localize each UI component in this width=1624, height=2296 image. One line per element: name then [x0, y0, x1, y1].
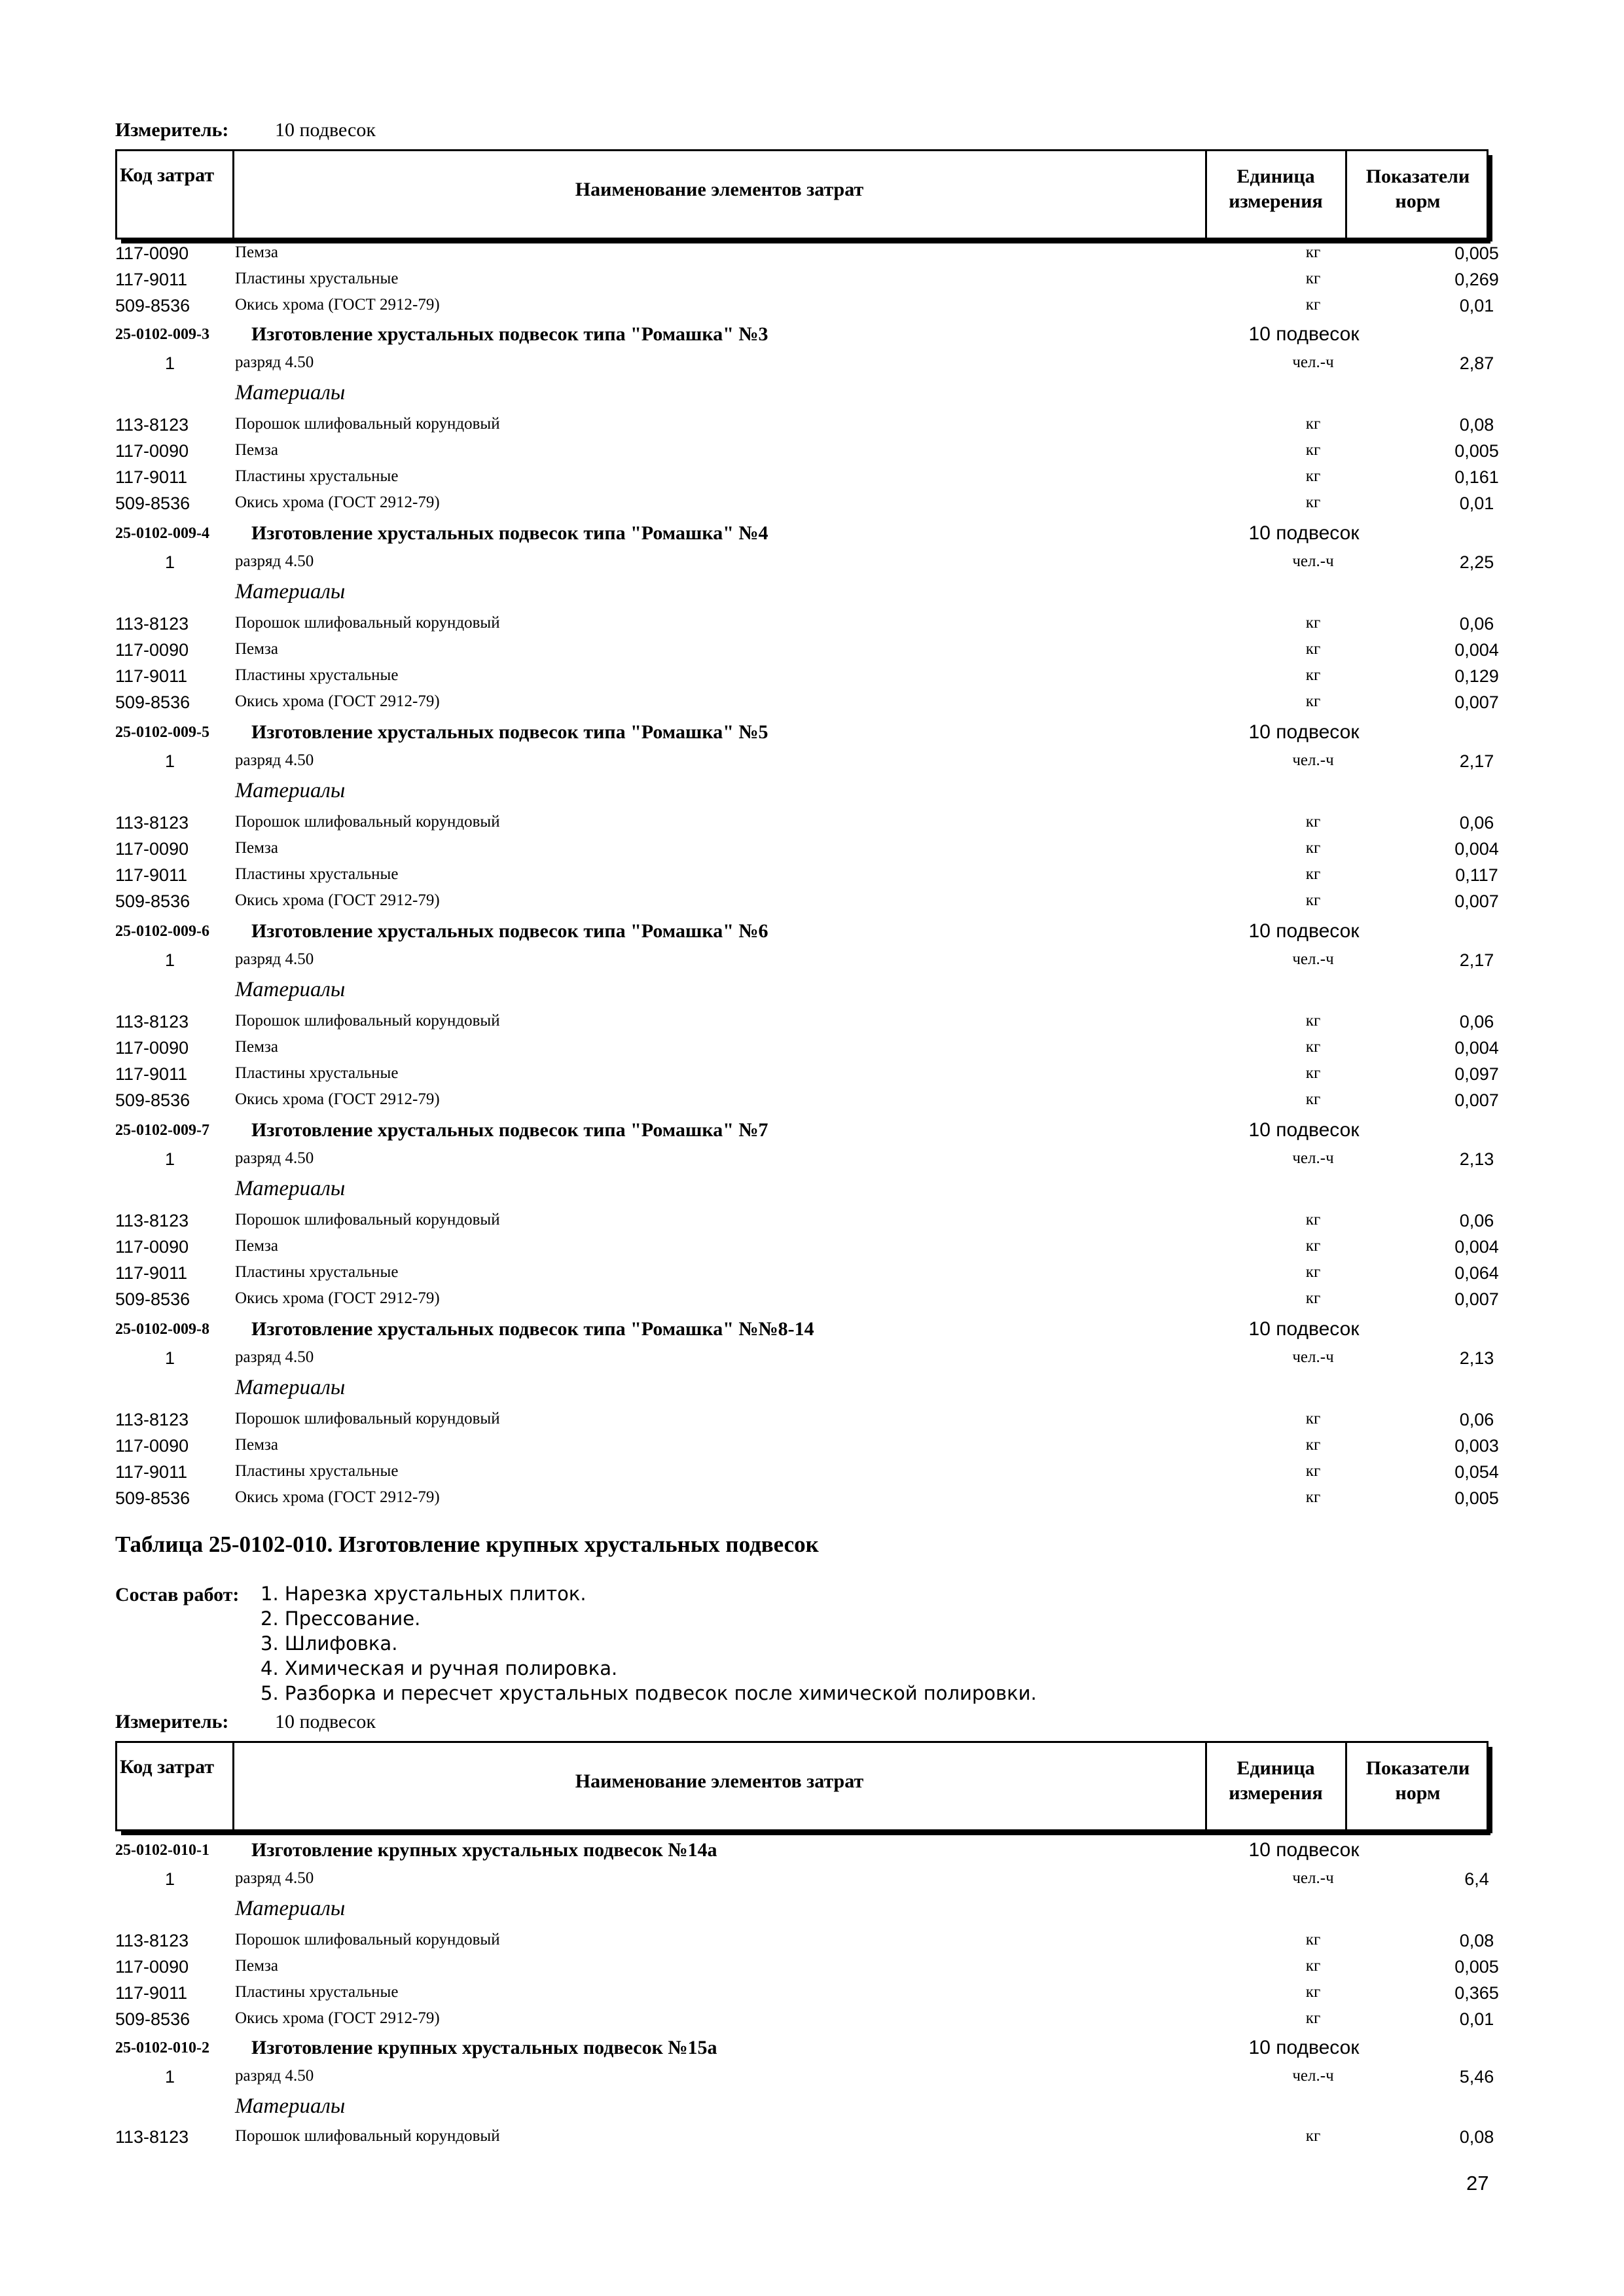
labor-name: разряд 4.50	[235, 751, 314, 769]
section-unit: 10 подвесок	[1248, 721, 1360, 743]
table-row	[115, 270, 1503, 296]
section-header	[115, 1119, 1503, 1145]
table-row	[115, 1436, 1503, 1462]
row-value: 0,054	[1454, 1462, 1499, 1482]
row-code: 509-8536	[115, 1289, 190, 1309]
measure-label: Измеритель:	[115, 1711, 229, 1732]
row-name: Пемза	[235, 640, 278, 658]
row-code: 117-9011	[115, 865, 188, 885]
table-row	[115, 692, 1503, 719]
row-value: 0,005	[1454, 243, 1499, 263]
labor-unit: чел.-ч	[1292, 2067, 1334, 2085]
table-row	[115, 467, 1503, 493]
materials-label: Материалы	[235, 1177, 346, 1200]
row-code: 113-8123	[115, 1211, 189, 1230]
row-code: 117-0090	[115, 839, 189, 859]
row-name: Пемза	[235, 1957, 278, 1975]
table-row	[115, 1263, 1503, 1289]
row-unit: кг	[1305, 1012, 1321, 1030]
row-name: Порошок шлифовальный корундовый	[235, 415, 500, 433]
row-unit: кг	[1305, 1211, 1321, 1229]
row-unit: кг	[1305, 1931, 1321, 1948]
row-name: Пластины хрустальные	[235, 270, 399, 287]
table-row	[115, 296, 1503, 322]
labor-row	[115, 751, 1503, 778]
row-value: 0,01	[1459, 493, 1494, 513]
section-title: Изготовление крупных хрустальных подвесок №14а	[251, 1839, 717, 1861]
header-code: Код затрат	[120, 164, 215, 186]
materials-heading	[115, 1897, 1503, 1923]
row-code: 113-8123	[115, 1931, 189, 1950]
materials-label: Материалы	[235, 1897, 346, 1920]
row-value: 0,01	[1459, 296, 1494, 315]
materials-heading	[115, 1177, 1503, 1203]
row-unit: кг	[1305, 839, 1321, 857]
row-name: Окись хрома (ГОСТ 2912-79)	[235, 493, 440, 511]
section-code: 25-0102-010-1	[115, 1842, 209, 1859]
header-unit-2: измерения	[1229, 1782, 1323, 1804]
labor-value: 2,13	[1459, 1348, 1494, 1368]
row-code: 117-9011	[115, 467, 188, 487]
row-value: 0,004	[1454, 640, 1499, 660]
header-name: Наименование элементов затрат	[575, 1770, 864, 1792]
labor-unit: чел.-ч	[1292, 1348, 1334, 1366]
table-row	[115, 493, 1503, 520]
row-value: 0,004	[1454, 1038, 1499, 1058]
row-code: 509-8536	[115, 1488, 190, 1508]
labor-unit: чел.-ч	[1292, 751, 1334, 769]
section-header	[115, 920, 1503, 946]
labor-unit: чел.-ч	[1292, 1869, 1334, 1887]
row-name: Окись хрома (ГОСТ 2912-79)	[235, 891, 440, 909]
section-unit: 10 подвесок	[1248, 1839, 1360, 1861]
row-unit: кг	[1305, 441, 1321, 459]
section-header	[115, 323, 1503, 350]
section-unit: 10 подвесок	[1248, 1119, 1360, 1141]
row-code: 117-9011	[115, 1263, 188, 1283]
section-title: Изготовление хрустальных подвесок типа "Ромашка" №3	[251, 323, 768, 345]
section-header	[115, 2037, 1503, 2063]
row-unit: кг	[1305, 1090, 1321, 1108]
row-value: 0,08	[1459, 415, 1494, 435]
labor-num: 1	[165, 1149, 175, 1169]
table-row	[115, 243, 1503, 270]
table-row	[115, 666, 1503, 692]
row-name: Пемза	[235, 1237, 278, 1255]
row-unit: кг	[1305, 493, 1321, 511]
row-code: 117-0090	[115, 1957, 189, 1977]
section-header	[115, 1318, 1503, 1344]
row-value: 0,005	[1454, 1957, 1499, 1977]
table-row	[115, 441, 1503, 467]
row-code: 117-0090	[115, 1038, 189, 1058]
header-name: Наименование элементов затрат	[575, 179, 864, 200]
labor-row	[115, 2067, 1503, 2093]
section-title: Изготовление хрустальных подвесок типа "Ромашка" №№8-14	[251, 1318, 814, 1340]
labor-row	[115, 1149, 1503, 1175]
row-name: Пемза	[235, 1038, 278, 1056]
labor-num: 1	[165, 353, 175, 373]
row-name: Окись хрома (ГОСТ 2912-79)	[235, 1488, 440, 1506]
labor-name: разряд 4.50	[235, 2067, 314, 2085]
materials-heading	[115, 2094, 1503, 2121]
row-code: 117-0090	[115, 1436, 189, 1456]
row-code: 509-8536	[115, 296, 190, 315]
row-code: 113-8123	[115, 614, 189, 634]
row-unit: кг	[1305, 415, 1321, 433]
page-number: 27	[1466, 2172, 1489, 2195]
section-code: 25-0102-009-6	[115, 923, 209, 940]
row-value: 0,129	[1454, 666, 1499, 686]
materials-label: Материалы	[235, 580, 346, 603]
row-value: 0,007	[1454, 891, 1499, 911]
section-title: Изготовление крупных хрустальных подвесок №15а	[251, 2037, 717, 2058]
materials-label: Материалы	[235, 1376, 346, 1399]
labor-name: разряд 4.50	[235, 552, 314, 570]
row-code: 117-9011	[115, 270, 188, 289]
row-code: 117-9011	[115, 1462, 188, 1482]
labor-value: 2,17	[1459, 950, 1494, 970]
table-row	[115, 1038, 1503, 1064]
table-row	[115, 1090, 1503, 1117]
table-row	[115, 865, 1503, 891]
row-code: 117-0090	[115, 1237, 189, 1257]
table-row	[115, 1462, 1503, 1488]
row-name: Пемза	[235, 839, 278, 857]
row-unit: кг	[1305, 865, 1321, 883]
materials-label: Материалы	[235, 779, 346, 802]
header-code: Код затрат	[120, 1756, 215, 1778]
header-norm-1: Показатели	[1365, 1757, 1470, 1779]
row-name: Пластины хрустальные	[235, 666, 399, 684]
row-unit: кг	[1305, 1436, 1321, 1454]
row-value: 0,003	[1454, 1436, 1499, 1456]
row-unit: кг	[1305, 1462, 1321, 1480]
materials-heading	[115, 779, 1503, 805]
row-name: Пемза	[235, 1436, 278, 1454]
table-title: Таблица 25-0102-010. Изготовление крупных хрустальных подвесок	[115, 1532, 819, 1557]
labor-num: 1	[165, 2067, 175, 2087]
row-value: 0,161	[1454, 467, 1499, 487]
row-value: 0,097	[1454, 1064, 1499, 1084]
row-value: 0,007	[1454, 1090, 1499, 1110]
row-name: Пластины хрустальные	[235, 1983, 399, 2001]
table-row	[115, 1289, 1503, 1316]
sostav-label: Состав работ:	[115, 1584, 240, 1605]
section-header	[115, 522, 1503, 548]
row-code: 113-8123	[115, 1410, 189, 1429]
row-value: 0,005	[1454, 441, 1499, 461]
row-code: 113-8123	[115, 2127, 189, 2147]
labor-num: 1	[165, 552, 175, 572]
table-row	[115, 813, 1503, 839]
row-code: 113-8123	[115, 415, 189, 435]
row-name: Порошок шлифовальный корундовый	[235, 813, 500, 831]
row-value: 0,01	[1459, 2009, 1494, 2029]
labor-name: разряд 4.50	[235, 1869, 314, 1887]
table-row	[115, 2127, 1503, 2153]
section-header	[115, 1839, 1503, 1865]
table-row	[115, 1957, 1503, 1983]
labor-value: 2,25	[1459, 552, 1494, 572]
section-code: 25-0102-009-3	[115, 326, 209, 343]
table-row	[115, 1410, 1503, 1436]
row-value: 0,269	[1454, 270, 1499, 289]
section-unit: 10 подвесок	[1248, 1318, 1360, 1340]
table-row	[115, 640, 1503, 666]
sostav-item: 5. Разборка и пересчет хрустальных подвесок после химической полировки.	[261, 1682, 1037, 1704]
section-code: 25-0102-010-2	[115, 2039, 209, 2056]
row-unit: кг	[1305, 1038, 1321, 1056]
sostav-item: 2. Прессование.	[261, 1607, 421, 1630]
row-unit: кг	[1305, 270, 1321, 287]
row-name: Порошок шлифовальный корундовый	[235, 1410, 500, 1427]
row-name: Порошок шлифовальный корундовый	[235, 614, 500, 632]
labor-num: 1	[165, 1869, 175, 1889]
labor-unit: чел.-ч	[1292, 353, 1334, 371]
row-name: Окись хрома (ГОСТ 2912-79)	[235, 692, 440, 710]
row-value: 0,06	[1459, 1012, 1494, 1031]
section-unit: 10 подвесок	[1248, 920, 1360, 942]
header-norm-2: норм	[1395, 190, 1441, 212]
row-value: 0,064	[1454, 1263, 1499, 1283]
table-row	[115, 891, 1503, 918]
row-value: 0,06	[1459, 1211, 1494, 1230]
sostav-item: 4. Химическая и ручная полировка.	[261, 1657, 618, 1679]
row-name: Порошок шлифовальный корундовый	[235, 2127, 500, 2145]
section-title: Изготовление хрустальных подвесок типа "Ромашка" №7	[251, 1119, 768, 1141]
materials-heading	[115, 1376, 1503, 1402]
labor-unit: чел.-ч	[1292, 1149, 1334, 1167]
table-header-2	[115, 1741, 1489, 1831]
row-code: 117-0090	[115, 441, 189, 461]
row-code: 509-8536	[115, 1090, 190, 1110]
row-code: 117-0090	[115, 640, 189, 660]
labor-row	[115, 1348, 1503, 1374]
table-row	[115, 1237, 1503, 1263]
table-row	[115, 614, 1503, 640]
labor-row	[115, 1869, 1503, 1895]
labor-num: 1	[165, 751, 175, 771]
measure-value: 10 подвесок	[275, 119, 376, 141]
table-row	[115, 1983, 1503, 2009]
header-unit-1: Единица	[1236, 166, 1315, 187]
row-code: 509-8536	[115, 891, 190, 911]
row-value: 0,004	[1454, 839, 1499, 859]
row-name: Окись хрома (ГОСТ 2912-79)	[235, 296, 440, 314]
section-code: 25-0102-009-7	[115, 1122, 209, 1139]
table-row	[115, 1012, 1503, 1038]
row-unit: кг	[1305, 1957, 1321, 1975]
table-row	[115, 1488, 1503, 1515]
row-unit: кг	[1305, 666, 1321, 684]
row-name: Пластины хрустальные	[235, 1064, 399, 1082]
row-unit: кг	[1305, 1237, 1321, 1255]
materials-label: Материалы	[235, 978, 346, 1001]
header-unit-1: Единица	[1236, 1757, 1315, 1779]
materials-heading	[115, 381, 1503, 407]
labor-unit: чел.-ч	[1292, 950, 1334, 968]
labor-num: 1	[165, 1348, 175, 1368]
row-unit: кг	[1305, 1064, 1321, 1082]
labor-row	[115, 950, 1503, 977]
row-unit: кг	[1305, 1289, 1321, 1307]
row-unit: кг	[1305, 614, 1321, 632]
row-name: Пластины хрустальные	[235, 467, 399, 485]
row-code: 117-0090	[115, 243, 189, 263]
materials-heading	[115, 580, 1503, 606]
row-name: Окись хрома (ГОСТ 2912-79)	[235, 1289, 440, 1307]
row-unit: кг	[1305, 243, 1321, 261]
labor-unit: чел.-ч	[1292, 552, 1334, 570]
row-name: Пемза	[235, 441, 278, 459]
row-code: 509-8536	[115, 692, 190, 712]
row-value: 0,06	[1459, 813, 1494, 833]
row-value: 0,06	[1459, 1410, 1494, 1429]
row-code: 113-8123	[115, 1012, 189, 1031]
row-unit: кг	[1305, 2009, 1321, 2027]
table-row	[115, 1931, 1503, 1957]
table-header	[115, 149, 1489, 240]
row-code: 117-9011	[115, 1983, 188, 2003]
table-row	[115, 1211, 1503, 1237]
row-code: 509-8536	[115, 2009, 190, 2029]
row-name: Окись хрома (ГОСТ 2912-79)	[235, 2009, 440, 2027]
row-value: 0,005	[1454, 1488, 1499, 1508]
header-unit-2: измерения	[1229, 190, 1323, 212]
row-unit: кг	[1305, 891, 1321, 909]
labor-row	[115, 552, 1503, 579]
row-name: Окись хрома (ГОСТ 2912-79)	[235, 1090, 440, 1108]
sostav-item: 1. Нарезка хрустальных плиток.	[261, 1583, 586, 1605]
row-value: 0,004	[1454, 1237, 1499, 1257]
row-value: 0,007	[1454, 692, 1499, 712]
row-code: 117-9011	[115, 1064, 188, 1084]
row-name: Порошок шлифовальный корундовый	[235, 1211, 500, 1229]
section-unit: 10 подвесок	[1248, 2037, 1360, 2058]
row-value: 0,08	[1459, 2127, 1494, 2147]
labor-name: разряд 4.50	[235, 1348, 314, 1366]
row-unit: кг	[1305, 640, 1321, 658]
row-name: Пластины хрустальные	[235, 1263, 399, 1281]
row-unit: кг	[1305, 1983, 1321, 2001]
section-title: Изготовление хрустальных подвесок типа "Ромашка" №4	[251, 522, 768, 544]
row-unit: кг	[1305, 2127, 1321, 2145]
measure-value: 10 подвесок	[275, 1711, 376, 1732]
section-code: 25-0102-009-8	[115, 1321, 209, 1338]
table-row	[115, 2009, 1503, 2036]
labor-name: разряд 4.50	[235, 950, 314, 968]
row-unit: кг	[1305, 1410, 1321, 1427]
row-value: 0,08	[1459, 1931, 1494, 1950]
row-value: 0,007	[1454, 1289, 1499, 1309]
row-unit: кг	[1305, 467, 1321, 485]
row-unit: кг	[1305, 1263, 1321, 1281]
measure-label: Измеритель:	[115, 119, 229, 141]
sostav-item: 3. Шлифовка.	[261, 1632, 398, 1655]
row-code: 113-8123	[115, 813, 189, 833]
row-unit: кг	[1305, 1488, 1321, 1506]
header-norm-2: норм	[1395, 1782, 1441, 1804]
labor-num: 1	[165, 950, 175, 970]
row-unit: кг	[1305, 813, 1321, 831]
labor-name: разряд 4.50	[235, 353, 314, 371]
labor-value: 2,13	[1459, 1149, 1494, 1169]
table-row	[115, 1064, 1503, 1090]
labor-value: 6,4	[1464, 1869, 1489, 1889]
row-unit: кг	[1305, 296, 1321, 314]
row-value: 0,117	[1455, 865, 1498, 885]
row-code: 509-8536	[115, 493, 190, 513]
row-value: 0,365	[1454, 1983, 1499, 2003]
row-name: Порошок шлифовальный корундовый	[235, 1012, 500, 1030]
row-code: 117-9011	[115, 666, 188, 686]
labor-value: 2,17	[1459, 751, 1494, 771]
row-name: Пластины хрустальные	[235, 865, 399, 883]
section-title: Изготовление хрустальных подвесок типа "Ромашка" №6	[251, 920, 768, 942]
section-header	[115, 721, 1503, 747]
labor-row	[115, 353, 1503, 380]
row-name: Пемза	[235, 243, 278, 261]
row-name: Порошок шлифовальный корундовый	[235, 1931, 500, 1948]
materials-heading	[115, 978, 1503, 1004]
materials-label: Материалы	[235, 2094, 346, 2118]
labor-name: разряд 4.50	[235, 1149, 314, 1167]
table-row	[115, 839, 1503, 865]
table-row	[115, 415, 1503, 441]
labor-value: 2,87	[1459, 353, 1494, 373]
section-unit: 10 подвесок	[1248, 323, 1360, 345]
section-code: 25-0102-009-4	[115, 525, 209, 542]
header-norm-1: Показатели	[1365, 166, 1470, 187]
section-unit: 10 подвесок	[1248, 522, 1360, 544]
section-code: 25-0102-009-5	[115, 724, 209, 741]
labor-value: 5,46	[1459, 2067, 1494, 2087]
materials-label: Материалы	[235, 381, 346, 404]
row-value: 0,06	[1459, 614, 1494, 634]
row-name: Пластины хрустальные	[235, 1462, 399, 1480]
section-title: Изготовление хрустальных подвесок типа "Ромашка" №5	[251, 721, 768, 743]
row-unit: кг	[1305, 692, 1321, 710]
